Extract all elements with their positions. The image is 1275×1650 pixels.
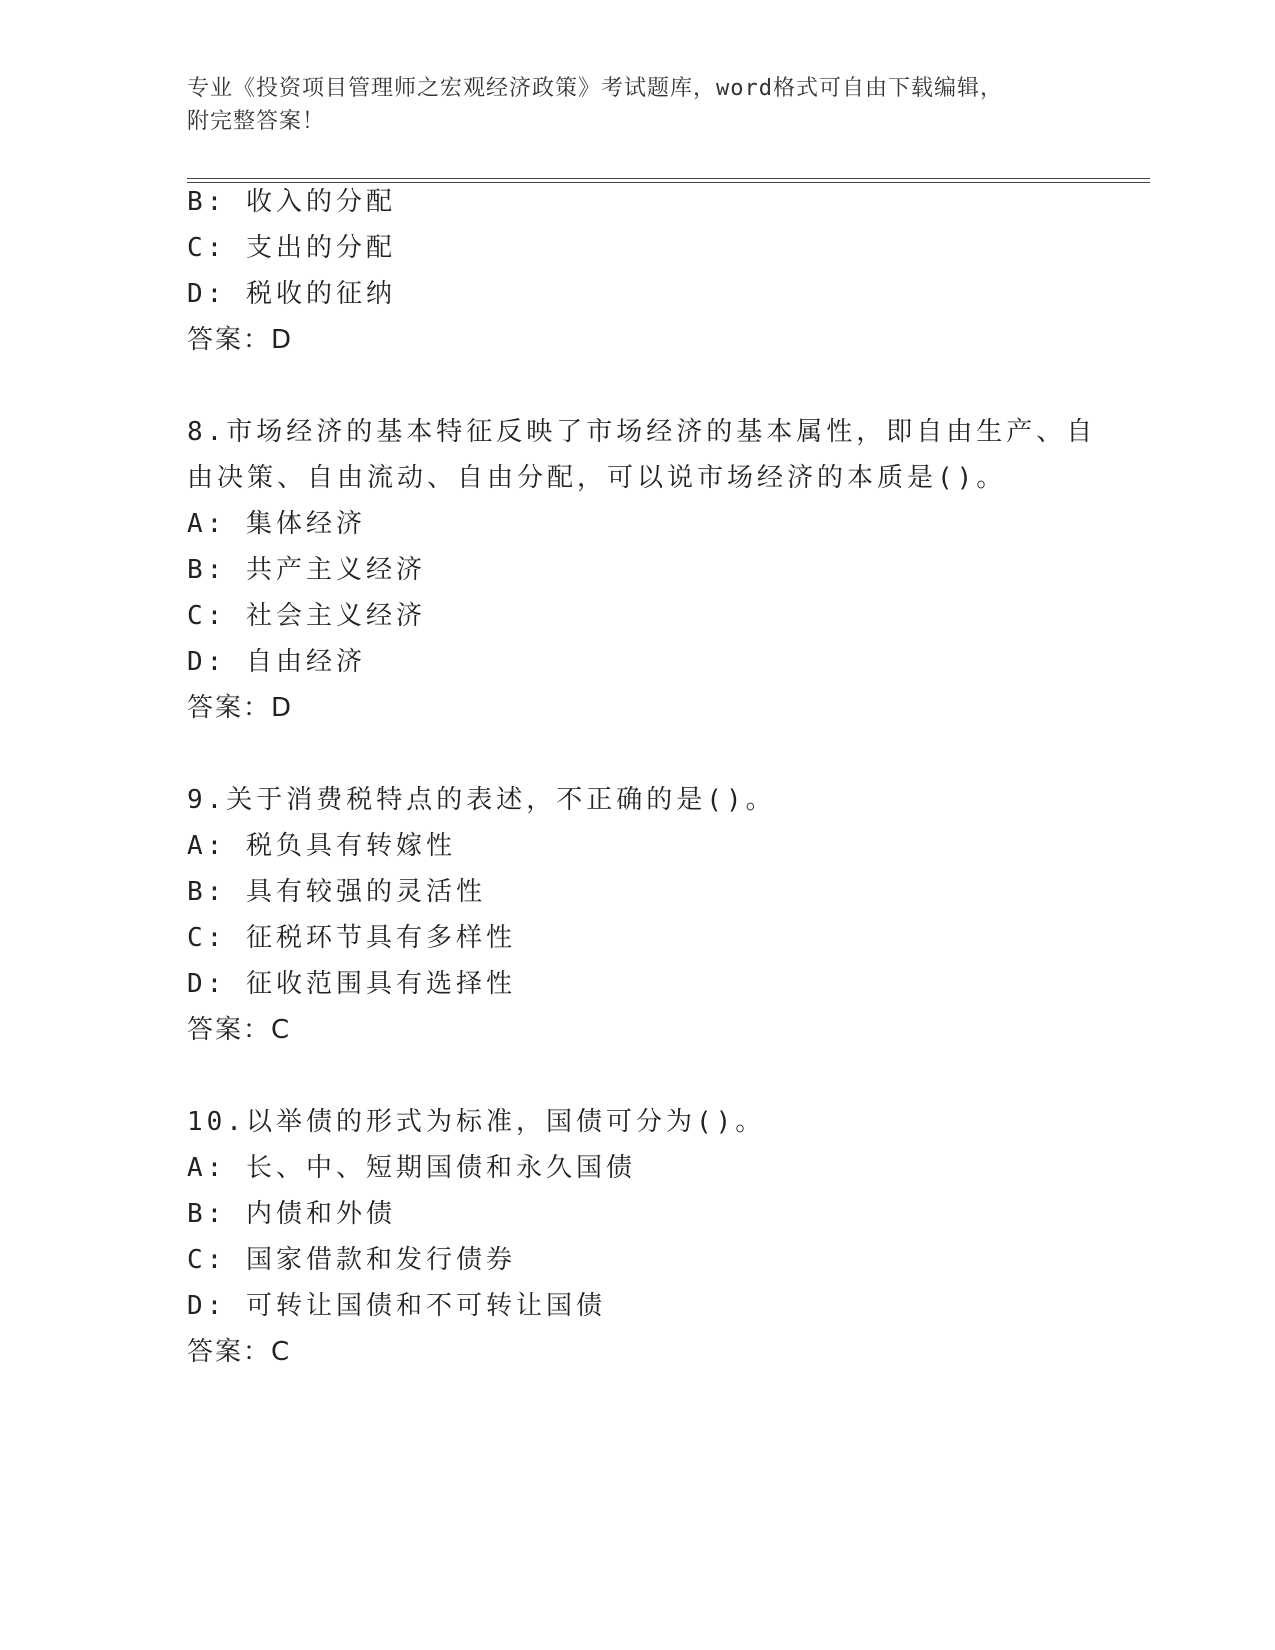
- question-block-10: [187, 1099, 1087, 1375]
- question-stem: 10.以举债的形式为标准，国债可分为()。: [187, 1107, 766, 1137]
- option-d: D: 征收范围具有选择性: [187, 969, 516, 999]
- option-a: A: 集体经济: [187, 509, 366, 539]
- option-d: D: 可转让国债和不可转让国债: [187, 1291, 606, 1321]
- option-c: C: 征税环节具有多样性: [187, 923, 516, 953]
- question-block-8: [187, 409, 1097, 731]
- answer-line: 答案：C: [187, 1337, 292, 1367]
- header-line: 专业《投资项目管理师之宏观经济政策》考试题库，word格式可自由下载编辑，: [187, 76, 1003, 101]
- question-stem: 9.关于消费税特点的表述，不正确的是()。: [187, 785, 776, 815]
- answer-line: 答案：D: [187, 325, 294, 355]
- spacer: [187, 363, 1087, 409]
- option-d: D: 自由经济: [187, 647, 366, 677]
- option-b: B: 收入的分配: [187, 187, 396, 217]
- option-d: D: 税收的征纳: [187, 279, 396, 309]
- option-c: C: 社会主义经济: [187, 601, 426, 631]
- option-b: B: 内债和外债: [187, 1199, 396, 1229]
- option-b: B: 共产主义经济: [187, 555, 426, 585]
- option-a: A: 长、中、短期国债和永久国债: [187, 1153, 636, 1183]
- option-b: B: 具有较强的灵活性: [187, 877, 486, 907]
- answer-line: 答案：D: [187, 693, 294, 723]
- option-c: C: 国家借款和发行债券: [187, 1245, 516, 1275]
- option-c: C: 支出的分配: [187, 233, 396, 263]
- header-line: 附完整答案！: [187, 109, 326, 134]
- spacer: [187, 731, 1087, 777]
- question-stem: 由决策、自由流动、自由分配，可以说市场经济的本质是()。: [187, 463, 1007, 493]
- spacer: [187, 1053, 1087, 1099]
- question-content: [187, 179, 1097, 1375]
- option-a: A: 税负具有转嫁性: [187, 831, 456, 861]
- page-header: [187, 72, 1067, 138]
- question-block-7: [187, 179, 1087, 363]
- question-stem: 8.市场经济的基本特征反映了市场经济的基本属性，即自由生产、自: [187, 417, 1097, 447]
- answer-line: 答案：C: [187, 1015, 292, 1045]
- question-block-9: [187, 777, 1087, 1053]
